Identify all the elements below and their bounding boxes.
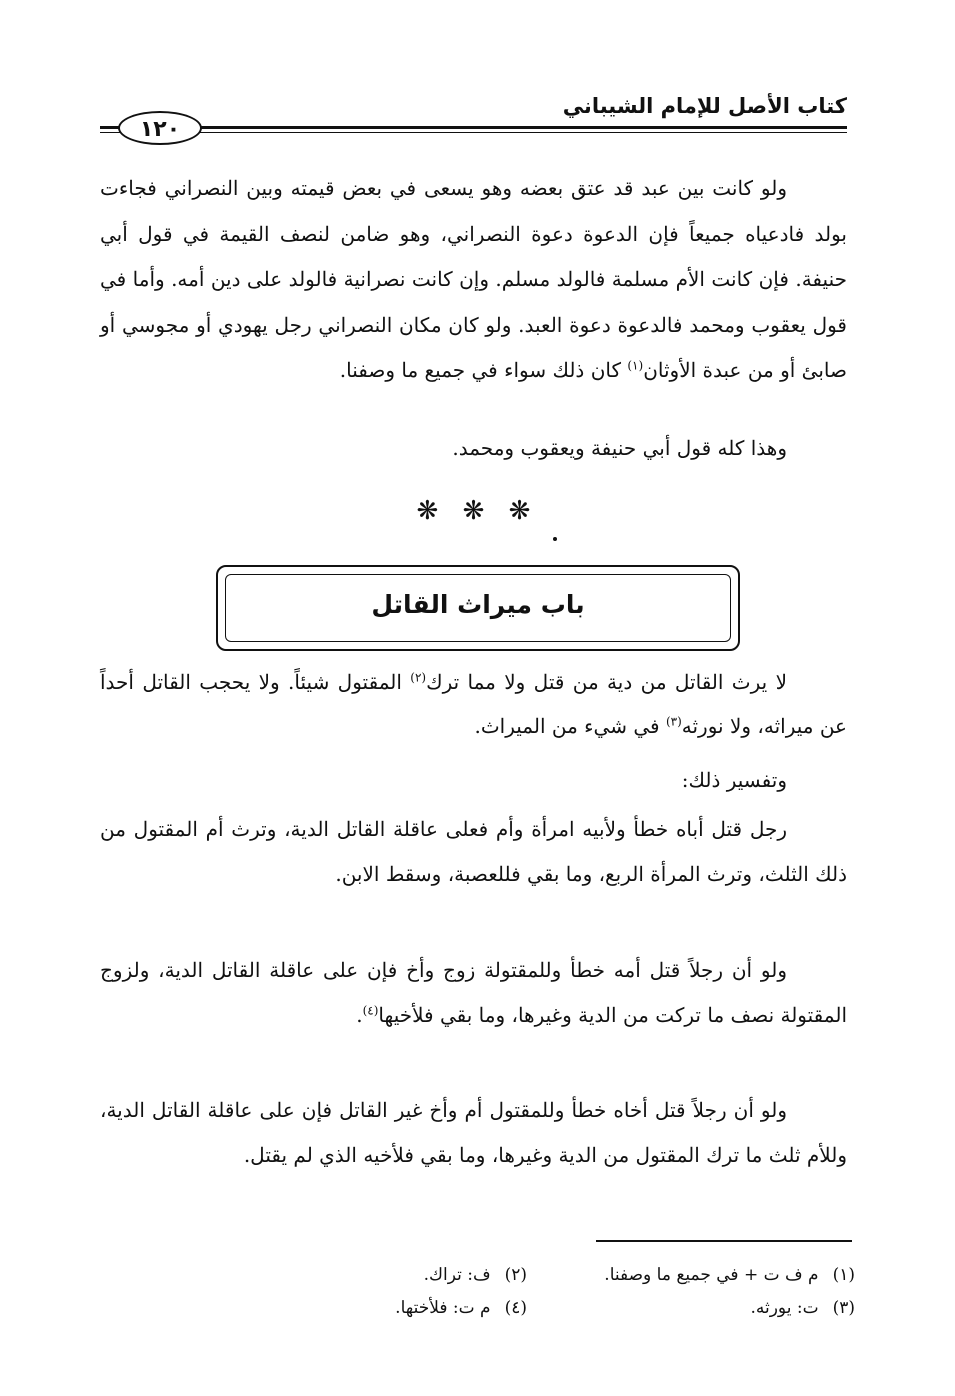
paragraph-2-text: وهذا كله قول أبي حنيفة ويعقوب ومحمد. <box>452 436 787 460</box>
paragraph-5-text: رجل قتل أباه خطأ ولأبيه امرأة وأم فعلى عاقلة القاتل الدية، وترث أم المقتول من ذلك الثلث، وترث المرأة الربع، وما بقي فللعصبة، وسقط الابن. <box>100 817 847 886</box>
paragraph-5 <box>100 807 847 897</box>
footnote-1-number: (١) <box>832 1265 855 1285</box>
chapter-heading-frame <box>216 565 740 651</box>
paragraph-6-text: ولو أن رجلاً قتل أمه خطأ وللمقتولة زوج وأخ فإن على عاقلة القاتل الدية، ولزوج المقتولة نصف ما تركت من الدية وغيرها، وما بقي فلأخيها <box>100 958 847 1027</box>
footnotes <box>100 1259 855 1325</box>
paragraph-3-text-b: المقتول شيئاً. ولا يحجب القاتل أحداً عن ميراثه، ولا نورثه <box>100 670 847 738</box>
footnote-ref-4: (٤) <box>362 1003 379 1018</box>
footnote-ref-3: (٣) <box>665 714 682 729</box>
footnote-4-number: (٤) <box>504 1298 527 1318</box>
footnote-2 <box>199 1259 527 1292</box>
print-dot <box>553 537 557 541</box>
header-rule-thick <box>100 126 847 129</box>
paragraph-2 <box>100 426 847 470</box>
footnote-rule <box>596 1240 852 1242</box>
paragraph-6 <box>100 948 847 1038</box>
footnote-ref-2: (٢) <box>410 670 427 685</box>
footnote-2-text: ف: تراك. <box>423 1265 491 1285</box>
paragraph-3-text-c: في شيء من الميراث. <box>474 714 666 738</box>
chapter-title: باب ميراث القاتل <box>371 590 585 619</box>
paragraph-4-text: وتفسير ذلك: <box>681 768 787 792</box>
page-number: ١٢٠ <box>118 111 202 145</box>
footnote-row <box>100 1259 855 1292</box>
footnote-4 <box>199 1292 527 1325</box>
paragraph-6-end: . <box>356 1003 363 1027</box>
footnote-4-text: م ت: فلأختها. <box>395 1298 491 1318</box>
paragraph-7-text: ولو أن رجلاً قتل أخاه خطأ وللمقتول أم وأخ غير القاتل فإن على عاقلة القاتل الدية، وللأم ثلث ما ترك المقتول من الدية وغيرها، وما بقي فلأخيه الذي لم يقتل. <box>100 1098 847 1167</box>
section-ornament: ❋ ❋ ❋ <box>416 496 539 526</box>
footnote-3 <box>527 1292 855 1325</box>
footnote-row <box>100 1292 855 1325</box>
footnote-1 <box>527 1259 855 1292</box>
paragraph-3 <box>100 660 847 748</box>
paragraph-1 <box>100 166 847 394</box>
paragraph-4 <box>100 758 847 802</box>
footnote-2-number: (٢) <box>504 1265 527 1285</box>
paragraph-7 <box>100 1088 847 1178</box>
footnote-3-number: (٣) <box>832 1298 855 1318</box>
paragraph-1-end: كان ذلك سواء في جميع ما وصفنا. <box>339 358 628 382</box>
running-title: كتاب الأصل للإمام الشيباني <box>562 94 847 118</box>
footnote-ref-1: (١) <box>627 358 644 373</box>
paragraph-3-text-a: لا يرث القاتل من دية من قتل ولا مما ترك <box>426 670 787 694</box>
footnote-3-text: ت: يورثه. <box>750 1298 819 1318</box>
paragraph-1-text: ولو كانت بين عبد قد عتق بعضه وهو يسعى في بعض قيمته وبين النصراني فجاءت بولد فادعياه جميعاً فإن الدعوة دعوة النصراني، وهو ضامن لنصف القيمة في قول أبي حنيفة. فإن كانت الأم مسلمة فالولد مسلم. وإن كانت نصرانية فالولد على دين أمه. وأما في قول يعقوب ومحمد فالدعوة دعوة العبد. ولو كان مكان النصراني رجل يهودي أو مجوسي أو صابئ أو من عبدة الأوثان <box>100 176 847 382</box>
footnote-1-text: م ف ت + في جميع ما وصفنا. <box>604 1265 819 1285</box>
header-rule-thin <box>100 132 847 133</box>
